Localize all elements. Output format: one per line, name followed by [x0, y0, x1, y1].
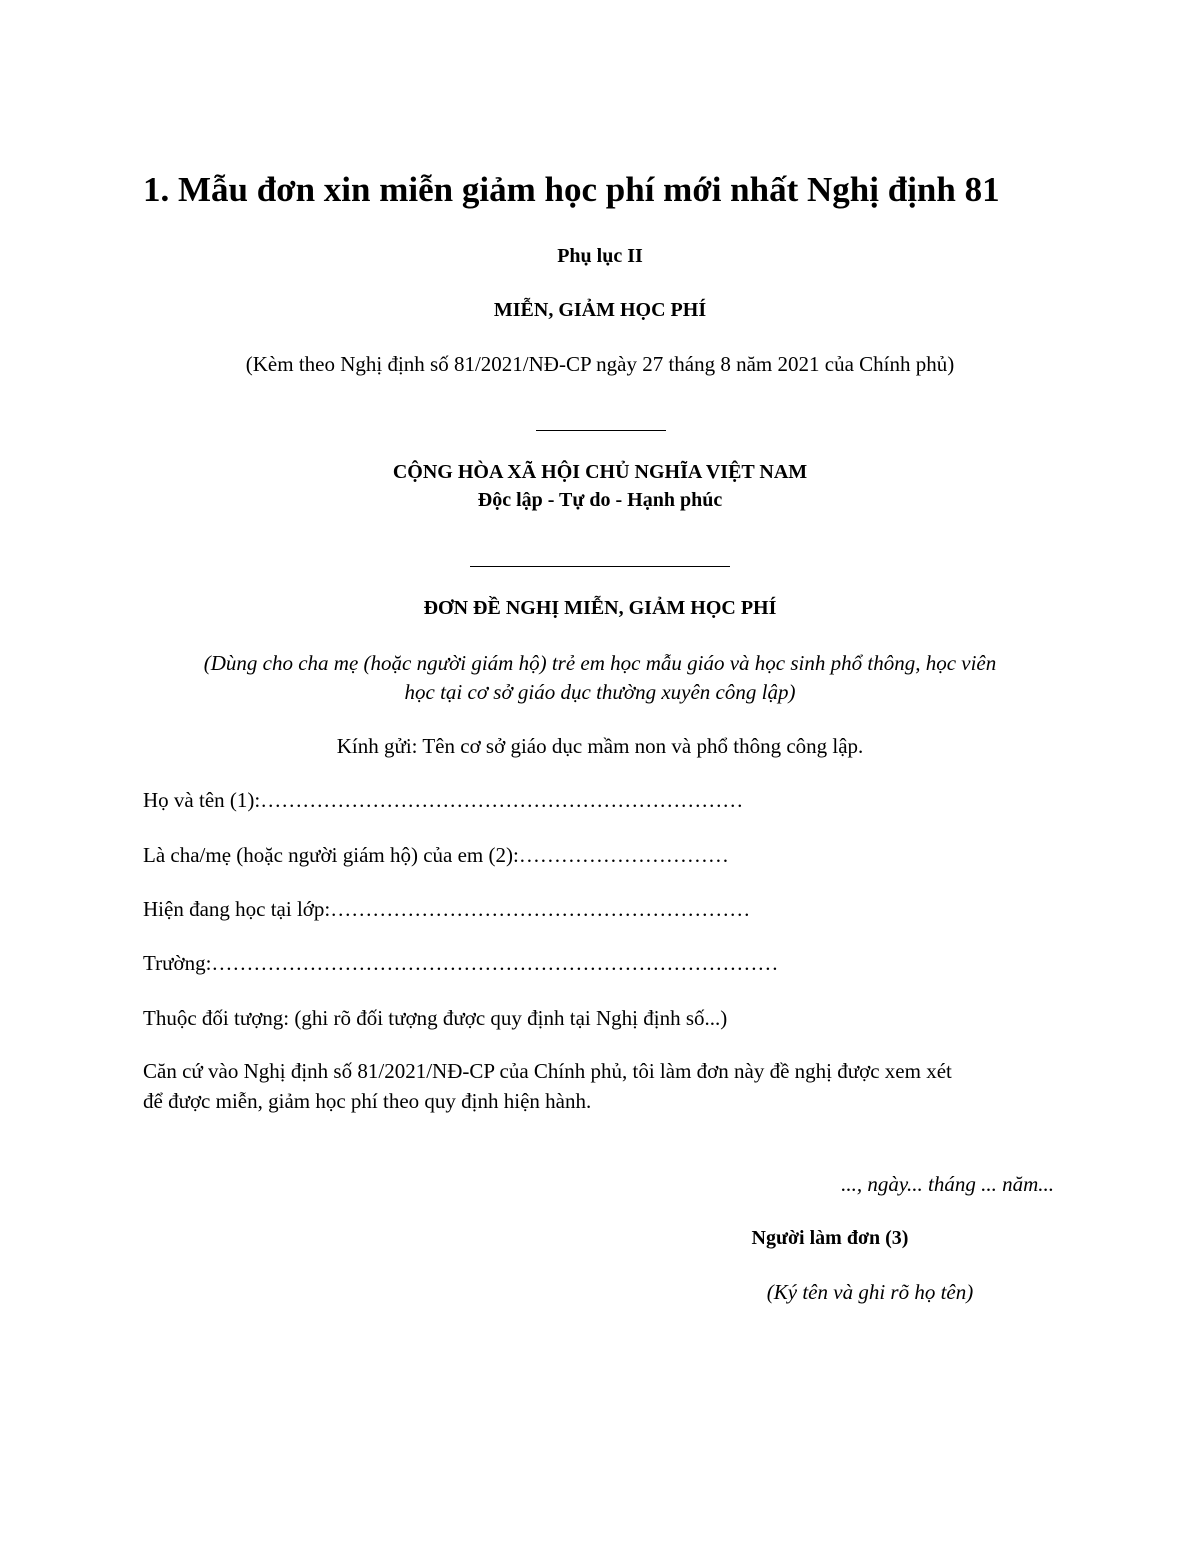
signature-note: (Ký tên và ghi rõ họ tên): [766, 1280, 974, 1304]
field-guardian-of: Là cha/mẹ (hoặc người giám hộ) của em (2):…………………………: [143, 843, 729, 867]
field-class: Hiện đang học tại lớp:……………………………………………………: [143, 897, 751, 921]
country-name: CỘNG HÒA XÃ HỘI CHỦ NGHĨA VIỆT NAM: [392, 461, 808, 483]
field-beneficiary-category: Thuộc đối tượng: (ghi rõ đối tượng được quy định tại Nghị định số...): [143, 1006, 728, 1030]
usage-note-line-1: (Dùng cho cha mẹ (hoặc người giám hộ) trẻ em học mẫu giáo và học sinh phổ thông, học viên: [203, 651, 997, 675]
usage-note-line-2: học tại cơ sở giáo dục thường xuyên công lập): [404, 680, 796, 704]
page-title: 1. Mẫu đơn xin miễn giảm học phí mới nhất Nghị định 81: [143, 170, 1000, 209]
date-line: ..., ngày... tháng ... năm...: [841, 1172, 1054, 1196]
divider-long: [470, 566, 730, 567]
form-title: ĐƠN ĐỀ NGHỊ MIỄN, GIẢM HỌC PHÍ: [423, 597, 777, 619]
basis-line-1: Căn cứ vào Nghị định số 81/2021/NĐ-CP của Chính phủ, tôi làm đơn này đề nghị được xem xét: [143, 1059, 952, 1083]
field-school: Trường:………………………………………………………………………: [143, 951, 779, 975]
signer-label: Người làm đơn (3): [751, 1227, 909, 1249]
national-motto: Độc lập - Tự do - Hạnh phúc: [477, 489, 723, 511]
basis-line-2: để được miễn, giảm học phí theo quy định hiện hành.: [143, 1089, 592, 1113]
appendix-subject: MIỄN, GIẢM HỌC PHÍ: [493, 299, 707, 321]
attachment-note: (Kèm theo Nghị định số 81/2021/NĐ-CP ngày 27 tháng 8 năm 2021 của Chính phủ): [245, 352, 955, 376]
field-full-name: Họ và tên (1):……………………………………………………………: [143, 788, 744, 812]
addressee: Kính gửi: Tên cơ sở giáo dục mầm non và phổ thông công lập.: [336, 734, 864, 758]
appendix-label: Phụ lục II: [557, 245, 643, 267]
divider-short: [536, 430, 666, 431]
